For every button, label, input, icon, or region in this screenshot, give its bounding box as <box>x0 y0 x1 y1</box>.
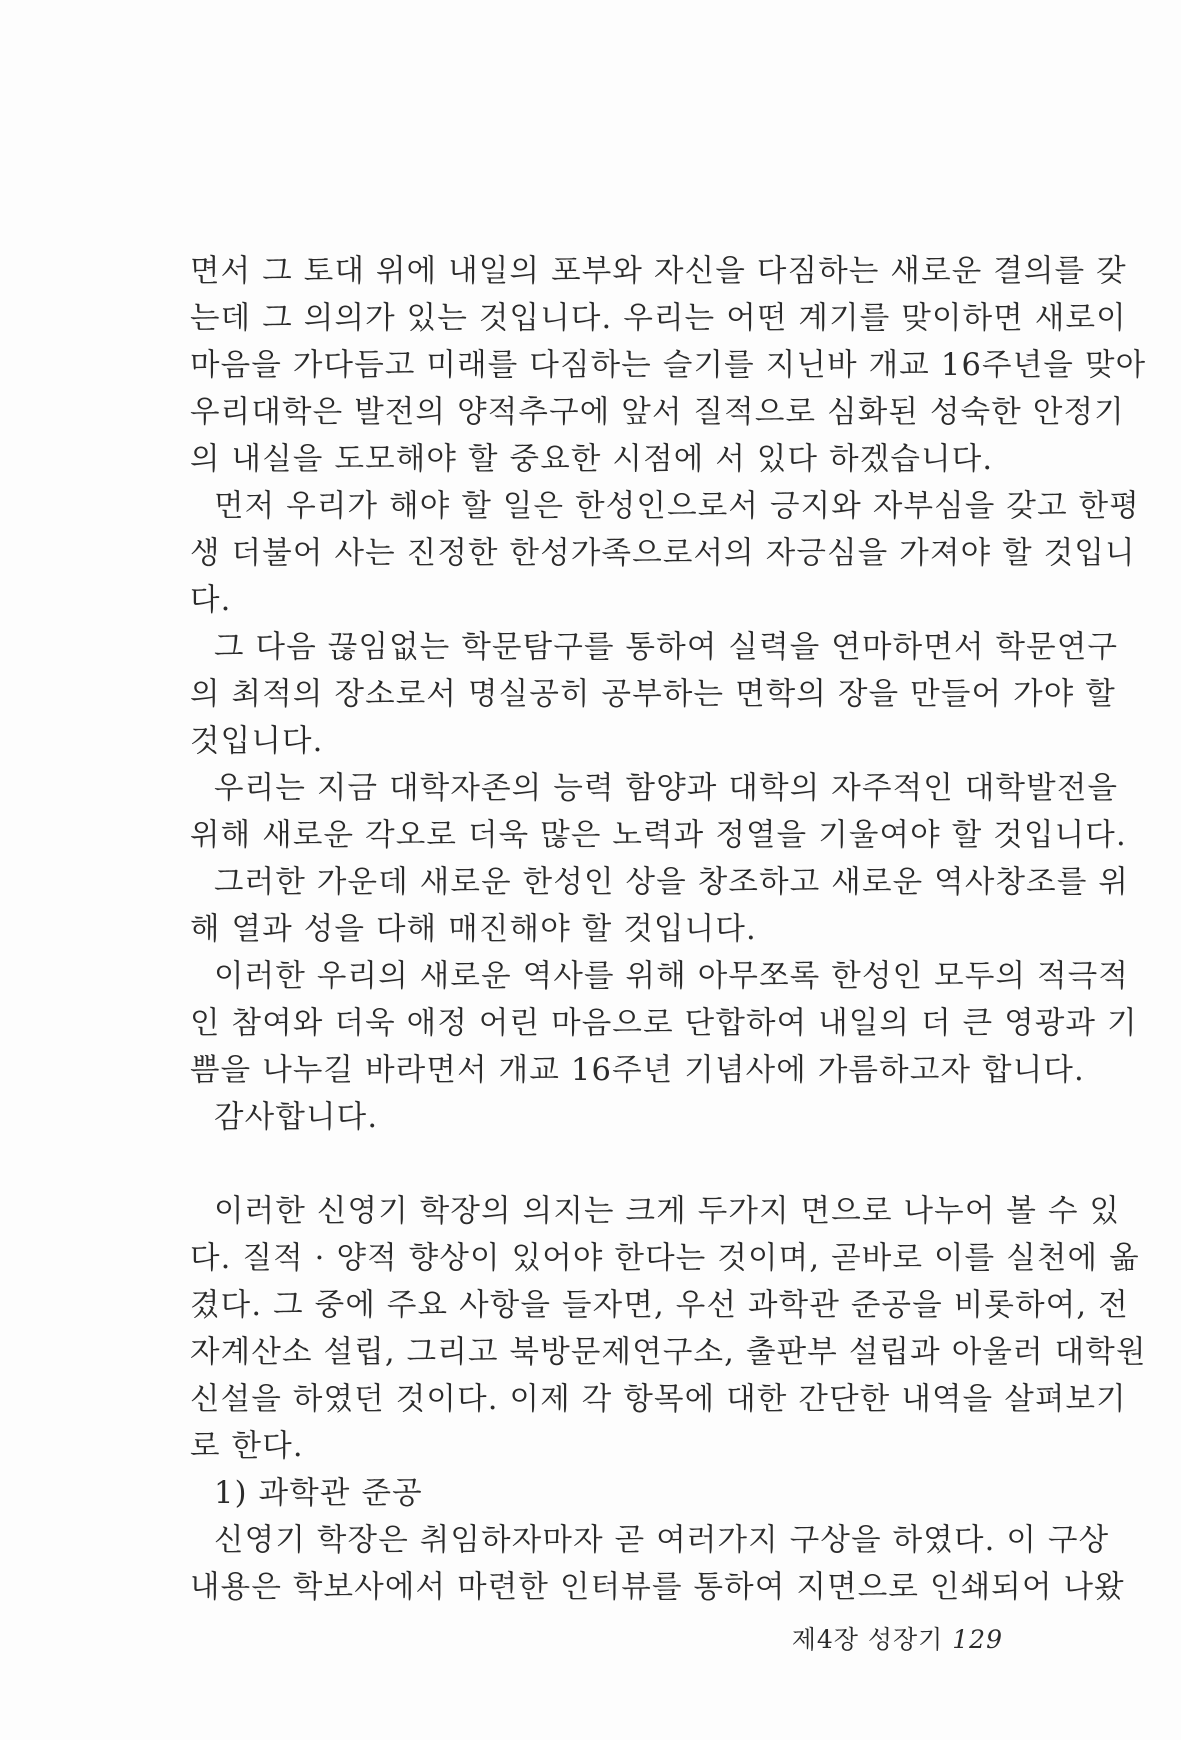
text-line: 마음을 가다듬고 미래를 다짐하는 슬기를 지닌바 개교 16주년을 맞아 <box>190 348 1147 383</box>
text-line: 이러한 신영기 학장의 의지는 크게 두가지 면으로 나누어 볼 수 있 <box>214 1194 1121 1229</box>
text-line: 다. <box>190 583 232 618</box>
text-line: 의 내실을 도모해야 할 중요한 시점에 서 있다 하겠습니다. <box>190 442 994 477</box>
text-line: 인 참여와 더욱 애정 어린 마음으로 단합하여 내일의 더 큰 영광과 기 <box>190 1006 1138 1041</box>
text-line: 신설을 하였던 것이다. 이제 각 항목에 대한 간단한 내역을 살펴보기 <box>190 1382 1127 1417</box>
page-footer <box>792 1620 1003 1656</box>
text-line: 해 열과 성을 다해 매진해야 할 것입니다. <box>190 912 757 947</box>
text-line: 겼다. 그 중에 주요 사항을 들자면, 우선 과학관 준공을 비롯하여, 전 <box>190 1288 1129 1323</box>
text-line: 는데 그 의의가 있는 것입니다. 우리는 어떤 계기를 맞이하면 새로이 <box>190 301 1127 336</box>
text-line: 것입니다. <box>190 724 324 759</box>
text-line: 그 다음 끊임없는 학문탐구를 통하여 실력을 연마하면서 학문연구 <box>214 630 1119 665</box>
text-line: 다. 질적 · 양적 향상이 있어야 한다는 것이며, 곧바로 이를 실천에 옮 <box>190 1241 1140 1276</box>
text-line: 신영기 학장은 취임하자마자 곧 여러가지 구상을 하였다. 이 구상 <box>214 1523 1110 1558</box>
section-heading: 1) 과학관 준공 <box>214 1476 423 1511</box>
text-line: 로 한다. <box>190 1429 304 1464</box>
text-line: 위해 새로운 각오로 더욱 많은 노력과 정열을 기울여야 할 것입니다. <box>190 818 1127 853</box>
text-line: 이러한 우리의 새로운 역사를 위해 아무쪼록 한성인 모두의 적극적 <box>214 959 1130 994</box>
chapter-title: 제4장 성장기 <box>791 1625 944 1654</box>
text-line: 면서 그 토대 위에 내일의 포부와 자신을 다짐하는 새로운 결의를 갖 <box>190 254 1127 289</box>
text-line: 생 더불어 사는 진정한 한성가족으로서의 자긍심을 가져야 할 것입니 <box>190 536 1136 571</box>
text-line: 먼저 우리가 해야 할 일은 한성인으로서 긍지와 자부심을 갖고 한평 <box>214 489 1140 524</box>
text-line: 쁨을 나누길 바라면서 개교 16주년 기념사에 가름하고자 합니다. <box>190 1053 1085 1088</box>
text-line: 자계산소 설립, 그리고 북방문제연구소, 출판부 설립과 아울러 대학원 <box>190 1335 1147 1370</box>
text-line: 우리는 지금 대학자존의 능력 함양과 대학의 자주적인 대학발전을 <box>214 771 1119 806</box>
text-line: 감사합니다. <box>214 1100 379 1135</box>
page-number: 129 <box>952 1625 1003 1654</box>
text-line: 내용은 학보사에서 마련한 인터뷰를 통하여 지면으로 인쇄되어 나왔 <box>190 1570 1125 1605</box>
text-line: 우리대학은 발전의 양적추구에 앞서 질적으로 심화된 성숙한 안정기 <box>190 395 1125 430</box>
text-line: 그러한 가운데 새로운 한성인 상을 창조하고 새로운 역사창조를 위 <box>214 865 1130 900</box>
text-line: 의 최적의 장소로서 명실공히 공부하는 면학의 장을 만들어 가야 할 <box>190 677 1116 712</box>
